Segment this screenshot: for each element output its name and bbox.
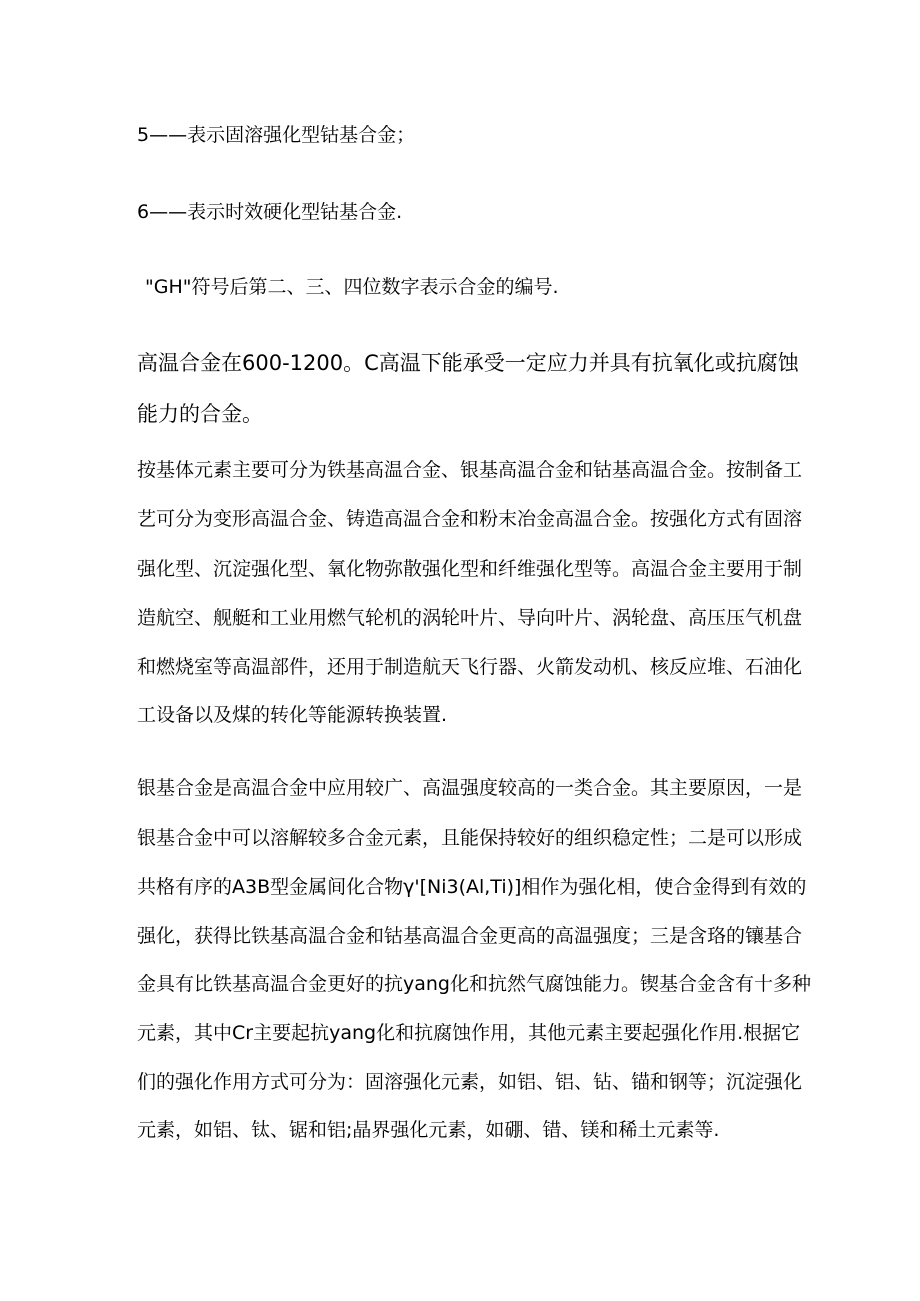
paragraph-2-line: 们的强化作用方式可分为：固溶强化元素，如铝、铝、钻、锚和钢等；沉淀强化 (137, 1071, 803, 1093)
paragraph-1-line: 和燃烧室等高温部件，还用于制造航天飞行器、火箭发动机、核反应堆、石油化 (137, 656, 803, 678)
paragraph-2-line: 元素，其中Cr主要起抗yang化和抗腐蚀作用，其他元素主要起强化作用.根据它 (137, 1022, 801, 1044)
gh-note: "GH"符号后第二、三、四位数字表示合金的编号. (145, 276, 559, 298)
paragraph-2-line: 元素，如铝、钛、锯和铝;晶界强化元素，如硼、错、镁和稀土元素等. (137, 1119, 720, 1141)
definition-line: 能力的合金。 (137, 402, 263, 426)
list-item-5: 5——表示固溶强化型钴基合金； (137, 124, 416, 146)
list-item-6: 6——表示时效硬化型钴基合金. (137, 201, 403, 223)
paragraph-2-line: 银基合金中可以溶解较多合金元素，且能保持较好的组织稳定性；二是可以形成 (137, 827, 803, 849)
paragraph-1-line: 按基体元素主要可分为铁基高温合金、银基高温合金和钴基高温合金。按制备工 (137, 459, 803, 481)
paragraph-1-line: 艺可分为变形高温合金、铸造高温合金和粉末冶金高温合金。按强化方式有固溶 (137, 508, 803, 530)
definition-line: 高温合金在600-1200。C高温下能承受一定应力并具有抗氧化或抗腐蚀 (137, 351, 799, 375)
paragraph-2-line: 金具有比铁基高温合金更好的抗yang化和抗然气腐蚀能力。锲基合金含有十多种 (137, 973, 811, 995)
paragraph-1-line: 造航空、舰艇和工业用燃气轮机的涡轮叶片、导向叶片、涡轮盘、高压压气机盘 (137, 607, 803, 629)
paragraph-1-line: 工设备以及煤的转化等能源转换装置. (137, 704, 448, 726)
paragraph-2-line: 银基合金是高温合金中应用较广、高温强度较高的一类合金。其主要原因，一是 (137, 777, 803, 799)
paragraph-2-line: 强化，获得比铁基高温合金和钴基高温合金更高的高温强度；三是含珞的镶基合 (137, 925, 803, 947)
paragraph-1-line: 强化型、沉淀强化型、氧化物弥散强化型和纤维强化型等。高温合金主要用于制 (137, 558, 803, 580)
paragraph-2-line: 共格有序的A3B型金属间化合物γ'[Ni3(Al,Ti)]相作为强化相，使合金得到有效的 (137, 876, 807, 898)
